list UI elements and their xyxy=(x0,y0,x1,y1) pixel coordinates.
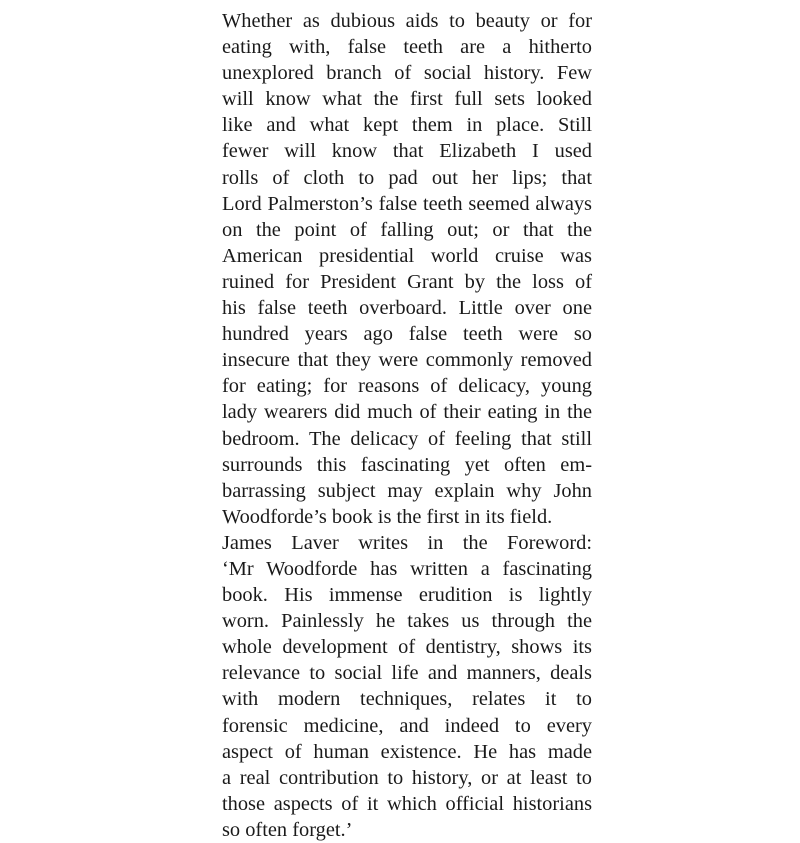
text-line: Lord Palmerston’s false teeth seemed always xyxy=(222,192,592,215)
text-line: James Laver writes in the Foreword: xyxy=(222,531,592,554)
text-line: barrassing subject may explain why John xyxy=(222,479,592,502)
text-line: a real contribution to history, or at least to xyxy=(222,766,592,789)
text-line: book. His immense erudition is lightly xyxy=(222,584,592,607)
text-line: eating with, false teeth are a hitherto xyxy=(222,36,592,59)
paragraph-2 xyxy=(222,530,592,843)
text-line: so often forget.’ xyxy=(222,818,353,841)
text-column xyxy=(222,8,592,843)
text-line: Whether as dubious aids to beauty or for xyxy=(222,10,592,32)
text-line: bedroom. The delicacy of feeling that still xyxy=(222,427,592,450)
paragraph-1 xyxy=(222,8,592,530)
text-line: rolls of cloth to pad out her lips; that xyxy=(222,166,592,189)
text-line: unexplored branch of social history. Few xyxy=(222,62,592,85)
text-line: like and what kept them in place. Still xyxy=(222,114,592,137)
text-line: for eating; for reasons of delicacy, young xyxy=(222,375,592,398)
text-line: his false teeth overboard. Little over one xyxy=(222,297,592,320)
text-line: ruined for President Grant by the loss of xyxy=(222,270,592,293)
text-line: American presidential world cruise was xyxy=(222,244,592,267)
text-line: worn. Painlessly he takes us through the xyxy=(222,610,592,633)
text-line: hundred years ago false teeth were so xyxy=(222,323,592,346)
text-line: ‘Mr Woodforde has written a fascinating xyxy=(222,557,592,580)
text-line: aspect of human existence. He has made xyxy=(222,740,592,763)
text-line: with modern techniques, relates it to xyxy=(222,688,592,711)
text-line: surrounds this fascinating yet often em- xyxy=(222,453,592,476)
text-line: forensic medicine, and indeed to every xyxy=(222,714,592,737)
text-line: will know what the first full sets looked xyxy=(222,88,592,111)
text-line: Woodforde’s book is the first in its field. xyxy=(222,505,553,528)
text-line: insecure that they were commonly removed xyxy=(222,349,592,372)
text-line: whole development of dentistry, shows its xyxy=(222,636,592,659)
text-line: fewer will know that Elizabeth I used xyxy=(222,140,592,163)
text-line: lady wearers did much of their eating in the xyxy=(222,401,592,424)
text-line: on the point of falling out; or that the xyxy=(222,218,592,241)
text-line: those aspects of it which official historians xyxy=(222,792,592,815)
text-line: relevance to social life and manners, deals xyxy=(222,662,592,685)
